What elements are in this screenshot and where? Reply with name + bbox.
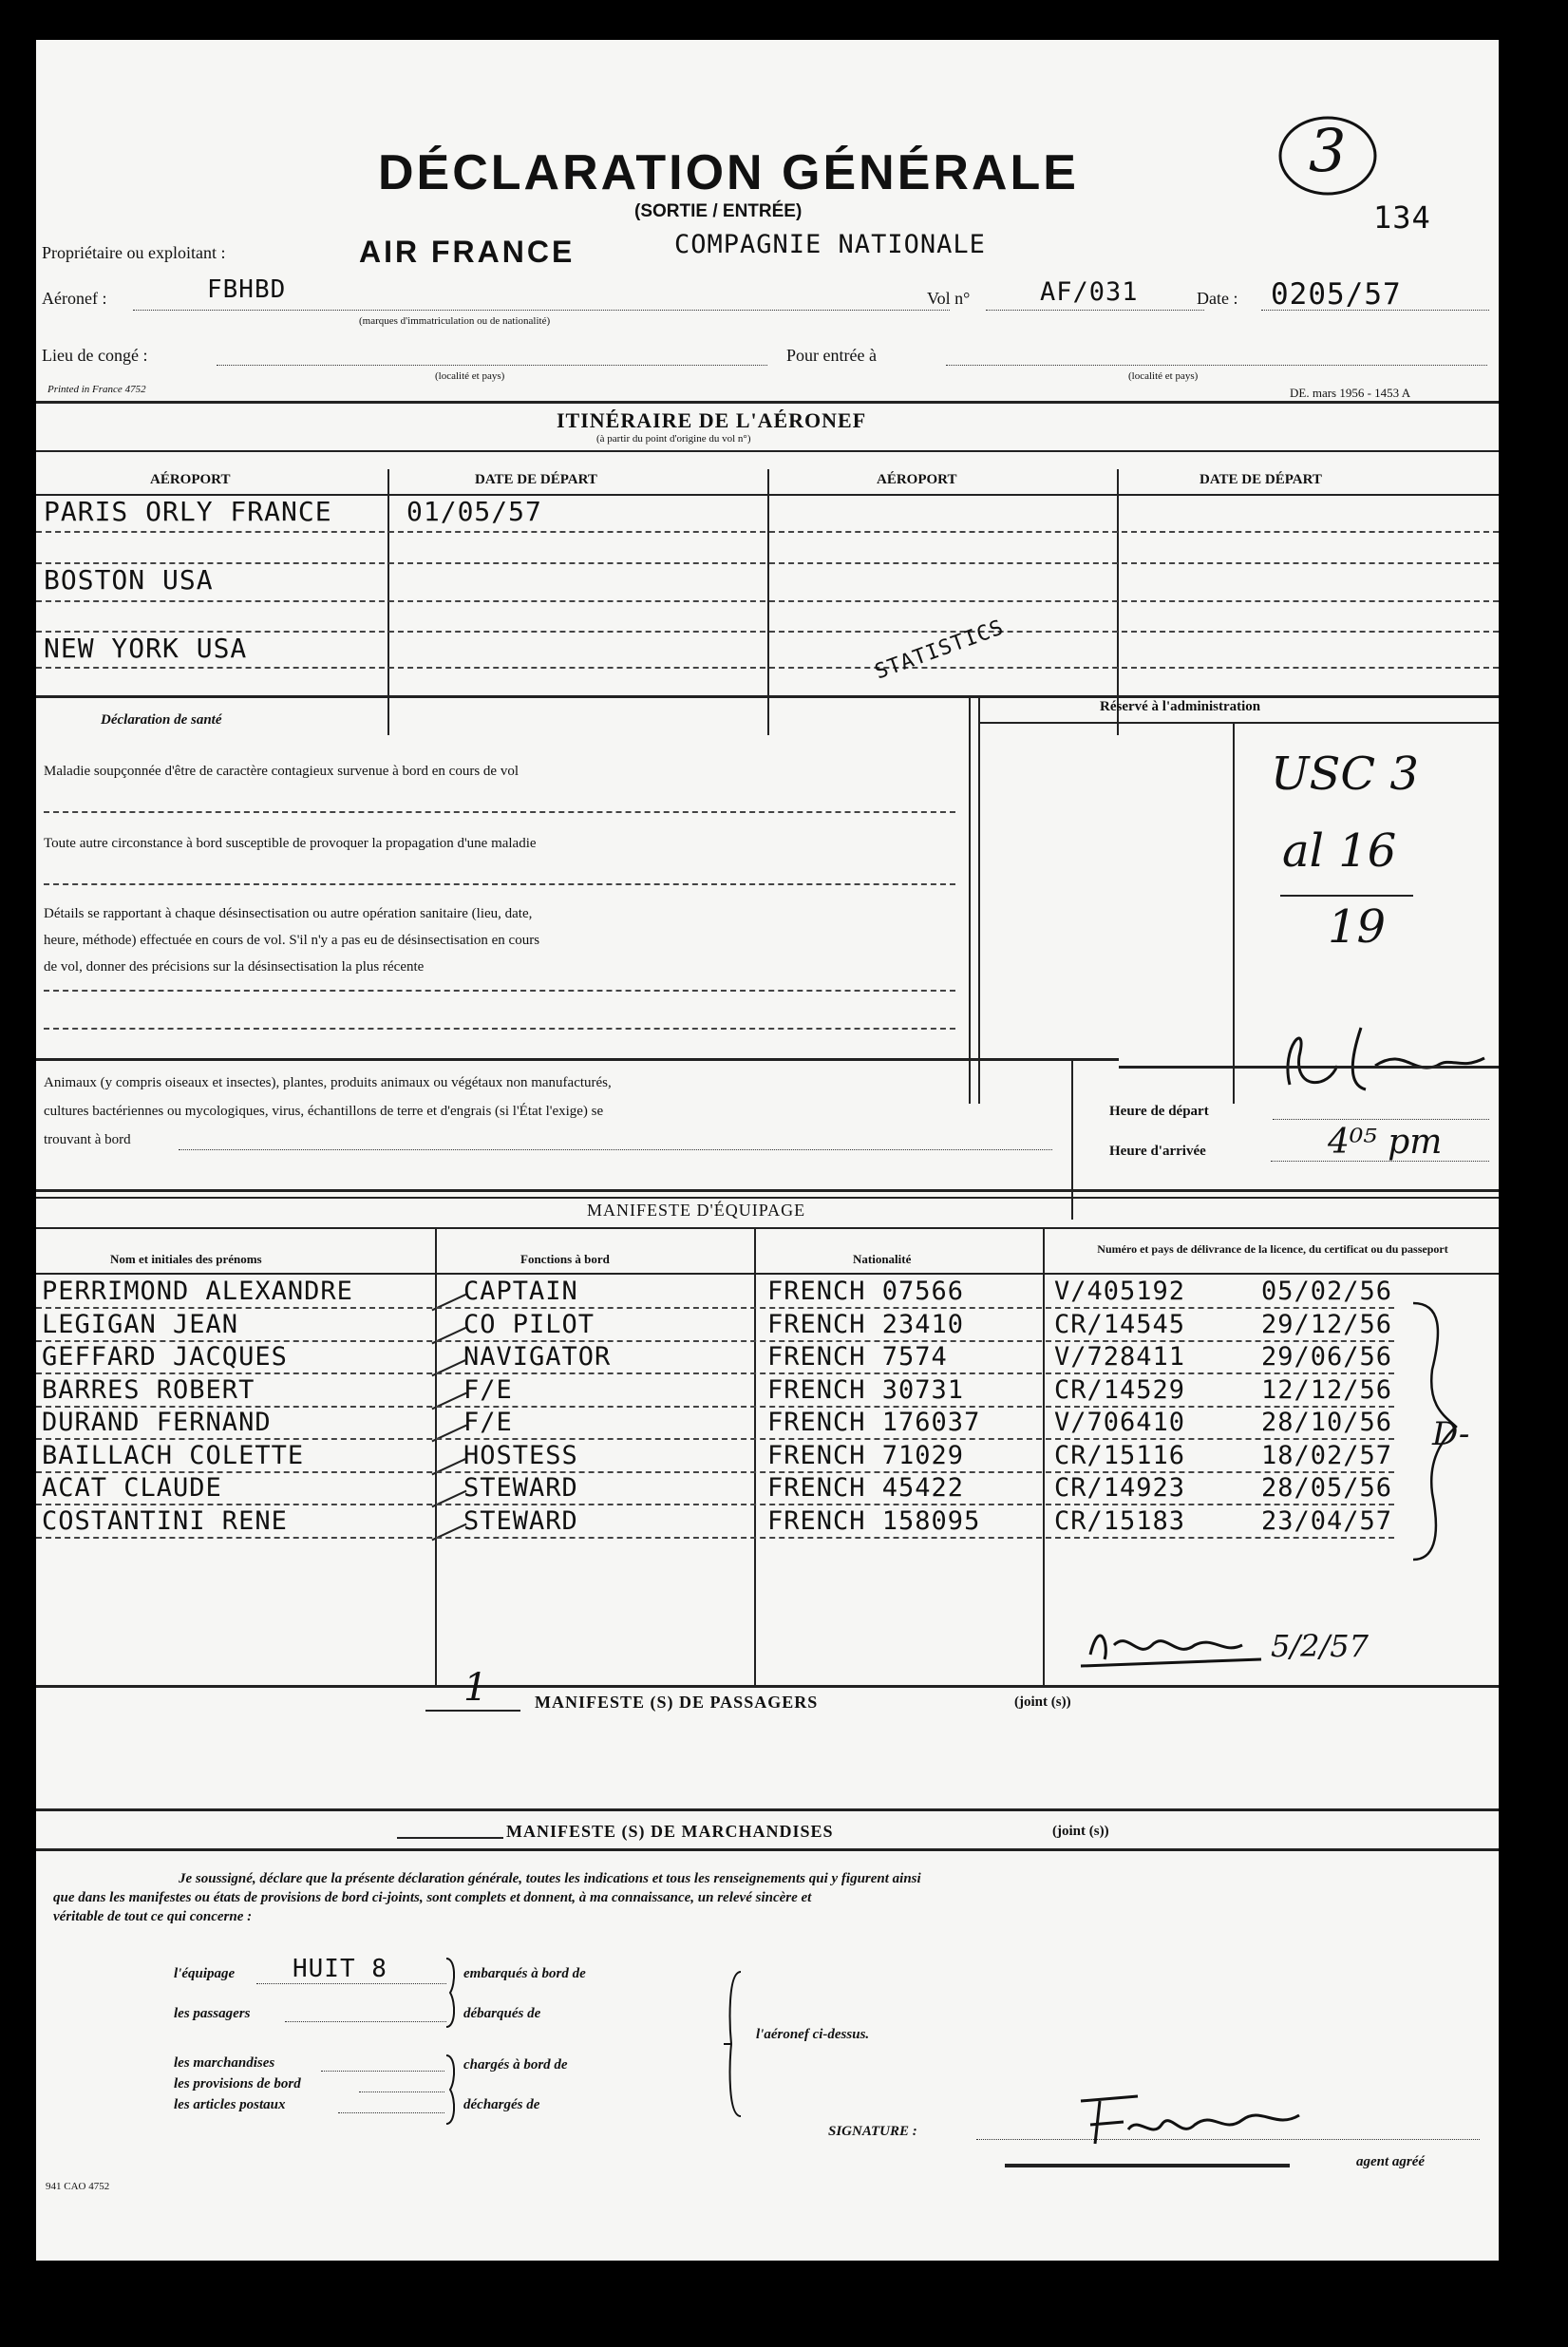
departure-time-line [1273, 1119, 1489, 1120]
crew-license-date: 12/12/56 [1261, 1374, 1393, 1405]
agent-label: agent agréé [1356, 2154, 1426, 2169]
crew-license-date: 28/10/56 [1261, 1408, 1393, 1437]
crew-role: CAPTAIN [463, 1277, 578, 1306]
crew-divider-3 [1043, 1227, 1045, 1685]
crew-license: V/728411 [1054, 1342, 1186, 1372]
admin-inner-divider [1233, 722, 1235, 1104]
unloaded-label: déchargés de [463, 2097, 540, 2112]
crew-row-rule [36, 1307, 1394, 1309]
printer-line: Printed in France 4752 [47, 384, 146, 395]
animals-line-a: Animaux (y compris oiseaux et insectes), plantes, produits animaux ou végétaux non manufacturés, [44, 1075, 612, 1090]
crew-nationality: FRENCH 71029 [767, 1440, 965, 1470]
health-rule [44, 883, 955, 885]
crew-top-rule [36, 1189, 1499, 1192]
itinerary-airport: BOSTON USA [44, 564, 214, 596]
crew-col-role: Fonctions à bord [520, 1252, 610, 1266]
itinerary-row-rule [36, 667, 1499, 669]
itinerary-row-rule [36, 600, 1499, 602]
cargo-label: MANIFESTE (S) DE MARCHANDISES [506, 1822, 834, 1841]
crew-divider-1 [435, 1227, 437, 1685]
crew-name: COSTANTINI RENE [42, 1505, 288, 1536]
itinerary-airport: NEW YORK USA [44, 633, 248, 664]
crew-name: BARRES ROBERT [42, 1374, 255, 1405]
crew-name: DURAND FERNAND [42, 1408, 272, 1437]
goods-line [321, 2071, 444, 2072]
crew-license-date: 28/05/56 [1261, 1473, 1393, 1503]
admin-bottom-rule [1119, 1066, 1499, 1069]
itinerary-row-rule [36, 562, 1499, 564]
itinerary-col-date-2: DATE DE DÉPART [1200, 472, 1322, 487]
cargo-count-line [397, 1837, 503, 1839]
itinerary-col-airport-1: AÉROPORT [150, 472, 231, 487]
admin-note-3: 19 [1328, 900, 1387, 954]
health-admin-divider-2 [978, 695, 980, 1104]
health-title: Déclaration de santé [101, 712, 222, 728]
health-rule [44, 1028, 955, 1030]
admin-title-rule [978, 722, 1499, 724]
aircraft-line [133, 310, 950, 311]
crew-license: CR/14923 [1054, 1473, 1186, 1503]
statistics-stamp: STATISTICS [872, 615, 1008, 685]
itinerary-rule-top [36, 450, 1499, 452]
form-code: DE. mars 1956 - 1453 A [1290, 386, 1411, 400]
flight-value: AF/031 [1040, 277, 1139, 307]
health-rule [44, 811, 955, 813]
owner-value: AIR FRANCE [359, 235, 576, 269]
health-admin-divider [969, 695, 971, 1104]
crew-nationality: FRENCH 7574 [767, 1342, 948, 1372]
crew-role: F/E [463, 1374, 513, 1405]
entry-label: Pour entrée à [786, 346, 877, 365]
crew-license-date: 05/02/56 [1261, 1277, 1393, 1306]
crew-nationality: FRENCH 07566 [767, 1277, 965, 1306]
passengers-declared-line [285, 2021, 446, 2022]
page-number: 134 [1373, 199, 1431, 236]
crew-col-name: Nom et initiales des prénoms [110, 1252, 262, 1266]
health-bottom-rule [36, 1058, 1119, 1061]
signature-label: SIGNATURE : [828, 2124, 917, 2139]
crew-name: PERRIMOND ALEXANDRE [42, 1277, 353, 1306]
cargo-top-rule [36, 1808, 1499, 1811]
crew-nationality: FRENCH 158095 [767, 1505, 981, 1536]
footer-code: 941 CAO 4752 [46, 2181, 110, 2192]
itinerary-date: 01/05/57 [406, 496, 542, 527]
crew-top-rule-2 [36, 1197, 1499, 1199]
bracket-icon [443, 1955, 465, 2031]
admin-title: Réservé à l'administration [1100, 699, 1261, 714]
aircraft-label: Aéronef : [42, 289, 107, 308]
itinerary-subtitle: (à partir du point d'origine du vol n°) [596, 433, 751, 445]
date-label: Date : [1197, 289, 1238, 308]
health-line-3a: Détails se rapportant à chaque désinsectisation ou autre opération sanitaire (lieu, date, [44, 906, 533, 921]
crew-header-rule [36, 1273, 1499, 1275]
declaration-text-3: véritable de tout ce qui concerne : [53, 1909, 253, 1924]
passengers-declared-label: les passagers [174, 2006, 251, 2021]
provisions-line [359, 2091, 444, 2092]
passengers-joint: (joint (s)) [1014, 1694, 1071, 1710]
date-value: 0205/57 [1271, 277, 1402, 312]
crew-license: V/706410 [1054, 1408, 1186, 1437]
arrival-time-label: Heure d'arrivée [1109, 1144, 1206, 1159]
crew-col-nationality: Nationalité [853, 1252, 912, 1266]
crew-license: CR/14545 [1054, 1309, 1186, 1339]
crew-license: CR/14529 [1054, 1374, 1186, 1405]
entry-line [946, 365, 1487, 366]
itinerary-col-airport-2: AÉROPORT [877, 472, 957, 487]
struck-text [1005, 2164, 1290, 2167]
arrival-time-value: 4⁰⁵ pm [1328, 1123, 1443, 1162]
crew-name: LEGIGAN JEAN [42, 1309, 239, 1339]
animals-line [179, 1149, 1052, 1150]
crew-row-rule [36, 1471, 1394, 1473]
crew-title: MANIFESTE D'ÉQUIPAGE [587, 1201, 806, 1220]
cargo-bottom-rule [36, 1848, 1499, 1851]
crew-bottom-rule [36, 1685, 1499, 1688]
aircraft-above-label: l'aéronef ci-dessus. [756, 2027, 870, 2042]
passengers-count: 1 [463, 1666, 488, 1710]
crew-name: ACAT CLAUDE [42, 1473, 222, 1503]
crew-license-date: 29/06/56 [1261, 1342, 1393, 1372]
crew-role: STEWARD [463, 1473, 578, 1503]
form-title: DÉCLARATION GÉNÉRALE [378, 145, 1079, 200]
crew-role: F/E [463, 1408, 513, 1437]
crew-role: STEWARD [463, 1505, 578, 1536]
admin-note-2: al 16 [1282, 824, 1397, 878]
itinerary-airport: PARIS ORLY FRANCE [44, 496, 332, 527]
crew-handwritten-date: 5/2/57 [1271, 1628, 1369, 1664]
owner-label: Propriétaire ou exploitant : [42, 243, 226, 262]
crew-title-rule [36, 1227, 1499, 1229]
crew-nationality: FRENCH 23410 [767, 1309, 965, 1339]
animals-line-b: cultures bactériennes ou mycologiques, virus, échantillons de terre et d'engrais (si l'État l'exige) se [44, 1104, 604, 1119]
crew-count-value: HUIT 8 [293, 1955, 387, 1983]
flight-label: Vol n° [927, 289, 971, 308]
crew-col-license: Numéro et pays de délivrance de la licence, du certificat ou du passeport [1097, 1242, 1448, 1256]
crew-initials-icon [1071, 1607, 1290, 1674]
goods-label: les marchandises [174, 2055, 275, 2071]
crew-nationality: FRENCH 45422 [767, 1473, 965, 1503]
folder-mark: 3 [1309, 116, 1347, 185]
health-rule [44, 990, 955, 992]
cargo-joint: (joint (s)) [1052, 1824, 1109, 1839]
embark-label: embarqués à bord de [463, 1966, 586, 1981]
crew-license-date: 18/02/57 [1261, 1440, 1393, 1470]
crew-nationality: FRENCH 30731 [767, 1374, 965, 1405]
departure-place-line [217, 365, 767, 366]
crew-role: NAVIGATOR [463, 1342, 612, 1372]
date-line [1261, 310, 1489, 311]
health-line-1: Maladie soupçonnée d'être de caractère contagieux survenue à bord en cours de vol [44, 764, 519, 779]
itinerary-title: ITINÉRAIRE DE L'AÉRONEF [557, 408, 867, 432]
crew-license-date: 23/04/57 [1261, 1505, 1393, 1536]
health-line-3c: de vol, donner des précisions sur la désinsectisation la plus récente [44, 959, 425, 975]
admin-signature-icon [1271, 999, 1489, 1104]
disembark-label: débarqués de [463, 2006, 541, 2021]
health-line-3b: heure, méthode) effectuée en cours de vol. S'il n'y a pas eu de désinsectisation en cours [44, 933, 540, 948]
entry-note: (localité et pays) [1128, 370, 1199, 382]
provisions-label: les provisions de bord [174, 2076, 301, 2091]
crew-row-rule [36, 1537, 1394, 1539]
departure-place-label: Lieu de congé : [42, 346, 148, 365]
crew-count-line [256, 1983, 446, 1984]
crew-license-date: 29/12/56 [1261, 1309, 1393, 1339]
crew-count-label: l'équipage [174, 1966, 236, 1981]
crew-role: HOSTESS [463, 1440, 578, 1470]
aircraft-value: FBHBD [207, 275, 287, 304]
crew-bracket-note: D- [1432, 1415, 1470, 1453]
header-rule [36, 401, 1499, 404]
form-subtitle: (SORTIE / ENTRÉE) [634, 201, 803, 221]
crew-license: CR/15183 [1054, 1505, 1186, 1536]
bracket-icon [443, 2052, 465, 2128]
admin-note-fraction-bar [1280, 895, 1413, 897]
crew-license: V/405192 [1054, 1277, 1186, 1306]
itinerary-col-date-1: DATE DE DÉPART [475, 472, 597, 487]
crew-license: CR/15116 [1054, 1440, 1186, 1470]
owner-extra: COMPAGNIE NATIONALE [674, 230, 986, 259]
crew-role: CO PILOT [463, 1309, 595, 1339]
departure-time-label: Heure de départ [1109, 1104, 1209, 1119]
passengers-label: MANIFESTE (S) DE PASSAGERS [535, 1693, 819, 1712]
admin-note-1: USC 3 [1271, 748, 1419, 801]
health-line-2: Toute autre circonstance à bord susceptible de provoquer la propagation d'une maladie [44, 836, 537, 851]
animals-line-c: trouvant à bord [44, 1132, 131, 1147]
declaration-text-2: que dans les manifestes ou états de provisions de bord ci-joints, sont complets et donnent, à ma connaissance, un relevé sincère et [53, 1890, 812, 1905]
mail-line [338, 2112, 444, 2113]
mail-label: les articles postaux [174, 2097, 286, 2112]
itinerary-row-rule [36, 531, 1499, 533]
captain-signature-icon [1071, 2082, 1309, 2158]
aircraft-note: (marques d'immatriculation ou de nationalité) [359, 315, 551, 327]
crew-name: GEFFARD JACQUES [42, 1342, 288, 1372]
arrival-time-line [1271, 1161, 1489, 1162]
flight-line [986, 310, 1204, 311]
crew-nationality: FRENCH 176037 [767, 1408, 981, 1437]
crew-divider-2 [754, 1227, 756, 1685]
declaration-text-1: Je soussigné, déclare que la présente déclaration générale, toutes les indications et tous les renseignements qui y figurent ainsi [179, 1871, 921, 1886]
passengers-count-line [425, 1710, 520, 1712]
crew-name: BAILLACH COLETTE [42, 1440, 305, 1470]
bracket-icon [722, 1968, 745, 2120]
document-sheet [36, 40, 1499, 2261]
animals-divider [1071, 1058, 1073, 1220]
loaded-label: chargés à bord de [463, 2057, 568, 2073]
itinerary-row-rule [36, 631, 1499, 633]
departure-place-note: (localité et pays) [435, 370, 505, 382]
itinerary-rule-bottom [36, 695, 1499, 698]
